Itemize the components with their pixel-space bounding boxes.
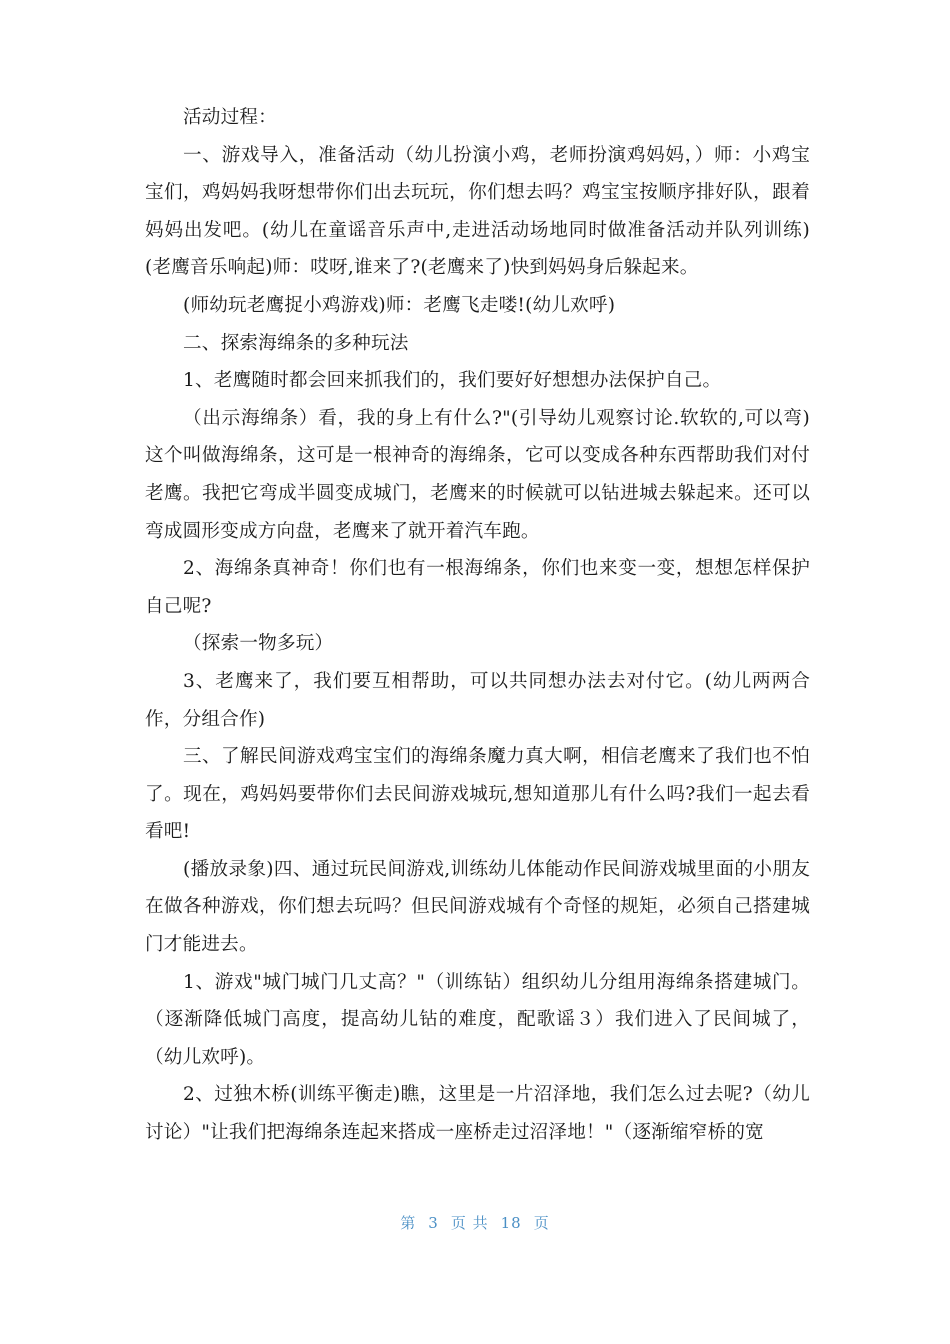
document-body xyxy=(145,99,810,1152)
paragraph: （探索一物多玩） xyxy=(183,633,334,655)
paragraph: (师幼玩老鹰捉小鸡游戏)师：老鹰飞走喽!(幼儿欢呼) xyxy=(183,294,616,316)
paragraph: 1、老鹰随时都会回来抓我们的，我们要好好想想办法保护自己。 xyxy=(183,370,722,392)
paragraph: 3、老鹰来了，我们要互相帮助，可以共同想办法去对付它。(幼儿两两合作，分组合作) xyxy=(145,670,810,730)
page-label-prefix: 第 xyxy=(400,1214,417,1232)
paragraph: （出示海绵条）看，我的身上有什么?"(引导幼儿观察讨论.软软的,可以弯)这个叫做海绵条，这可是一根神奇的海绵条，它可以变成各种东西帮助我们对付老鹰。我把它弯成半圆变成城门，老鹰来的时候就可以钻进城去躲起来。还可以弯成圆形变成方向盘，老鹰来了就开着汽车跑。 xyxy=(145,407,810,542)
paragraph: 活动过程： xyxy=(183,107,277,128)
paragraph: 2、过独木桥(训练平衡走)瞧，这里是一片沼泽地，我们怎么过去呢?（幼儿讨论）"让我们把海绵条连起来搭成一座桥走过沼泽地！"（逐渐缩窄桥的宽 xyxy=(145,1084,810,1144)
total-pages-number: 18 xyxy=(500,1214,522,1232)
paragraph: 二、探索海绵条的多种玩法 xyxy=(183,332,409,354)
paragraph: (播放录象)四、通过玩民间游戏,训练幼儿体能动作民间游戏城里面的小朋友在做各种游戏，你们想去玩吗？但民间游戏城有个奇怪的规矩，必须自己搭建城门才能进去。 xyxy=(145,858,810,956)
page-label-mid: 页 共 xyxy=(450,1214,489,1232)
page-footer xyxy=(0,1212,950,1233)
paragraph: 2、海绵条真神奇！你们也有一根海绵条，你们也来变一变，想想怎样保护自己呢? xyxy=(145,558,810,617)
paragraph: 三、了解民间游戏鸡宝宝们的海绵条魔力真大啊，相信老鹰来了我们也不怕了。现在，鸡妈妈要带你们去民间游戏城玩,想知道那儿有什么吗?我们一起去看看吧! xyxy=(145,746,810,843)
current-page-number: 3 xyxy=(428,1214,439,1232)
page-label-suffix: 页 xyxy=(533,1214,550,1232)
paragraph: 一、游戏导入，准备活动（幼儿扮演小鸡，老师扮演鸡妈妈，）师：小鸡宝宝们，鸡妈妈我呀想带你们出去玩玩，你们想去吗？鸡宝宝按顺序排好队，跟着妈妈出发吧。(幼儿在童谣音乐声中,走进活动场地同时做准备活动并队列训练)(老鹰音乐响起)师：哎呀,谁来了?(老鹰来了)快到妈妈身后躲起来。 xyxy=(145,144,810,279)
paragraph: 1、游戏"城门城门几丈高？"（训练钻）组织幼儿分组用海绵条搭建城门。（逐渐降低城门高度，提高幼儿钻的难度，配歌谣３）我们进入了民间城了，（幼儿欢呼)。 xyxy=(145,971,810,1068)
